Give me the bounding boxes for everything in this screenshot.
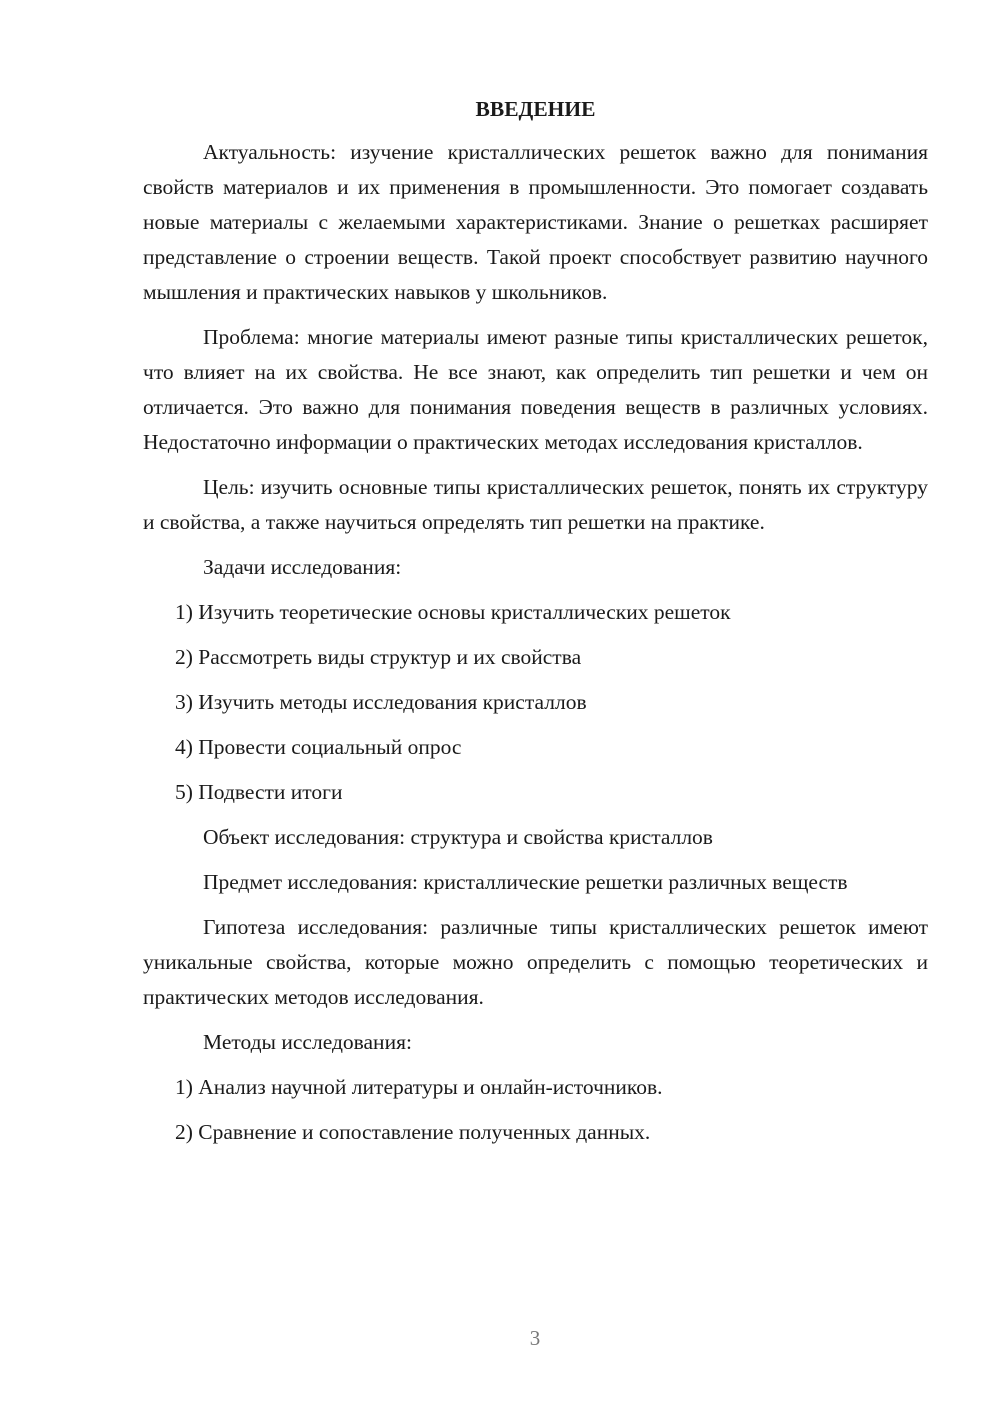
hypothesis-paragraph: Гипотеза исследования: различные типы кристаллических решеток имеют уникальные свойства, которые можно определить с помощью теоретических и практических методов исследования. [143,915,928,1009]
task-item: 4) Провести социальный опрос [175,735,462,759]
object-paragraph: Объект исследования: структура и свойства кристаллов [203,825,713,849]
page-title: ВВЕДЕНИЕ [475,97,596,121]
task-item: 2) Рассмотреть виды структур и их свойства [175,645,582,669]
relevance-paragraph: Актуальность: изучение кристаллических решеток важно для понимания свойств материалов и их применения в промышленности. Это помогает создавать новые материалы с желаемыми характеристиками. Знание о решетках расширяет представление о строении веществ. Такой проект способствует развитию научного мышления и практических навыков у школьников. [143,140,928,304]
document-page [143,92,928,1160]
method-item: 2) Сравнение и сопоставление полученных данных. [175,1120,651,1144]
method-item: 1) Анализ научной литературы и онлайн-источников. [175,1075,663,1099]
methods-heading: Методы исследования: [203,1030,412,1054]
page-number: 3 [529,1326,541,1350]
problem-paragraph: Проблема: многие материалы имеют разные типы кристаллических решеток, что влияет на их свойства. Не все знают, как определить тип решетки и чем он отличается. Это важно для понимания поведения веществ в различных условиях. Недостаточно информации о практических методах исследования кристаллов. [143,325,928,454]
subject-paragraph: Предмет исследования: кристаллические решетки различных веществ [203,870,848,894]
task-item: 3) Изучить методы исследования кристаллов [175,690,587,714]
task-item: 5) Подвести итоги [175,780,343,804]
task-item: 1) Изучить теоретические основы кристаллических решеток [175,600,731,624]
tasks-heading: Задачи исследования: [203,555,402,579]
goal-paragraph: Цель: изучить основные типы кристаллических решеток, понять их структуру и свойства, а также научиться определять тип решетки на практике. [143,475,928,534]
